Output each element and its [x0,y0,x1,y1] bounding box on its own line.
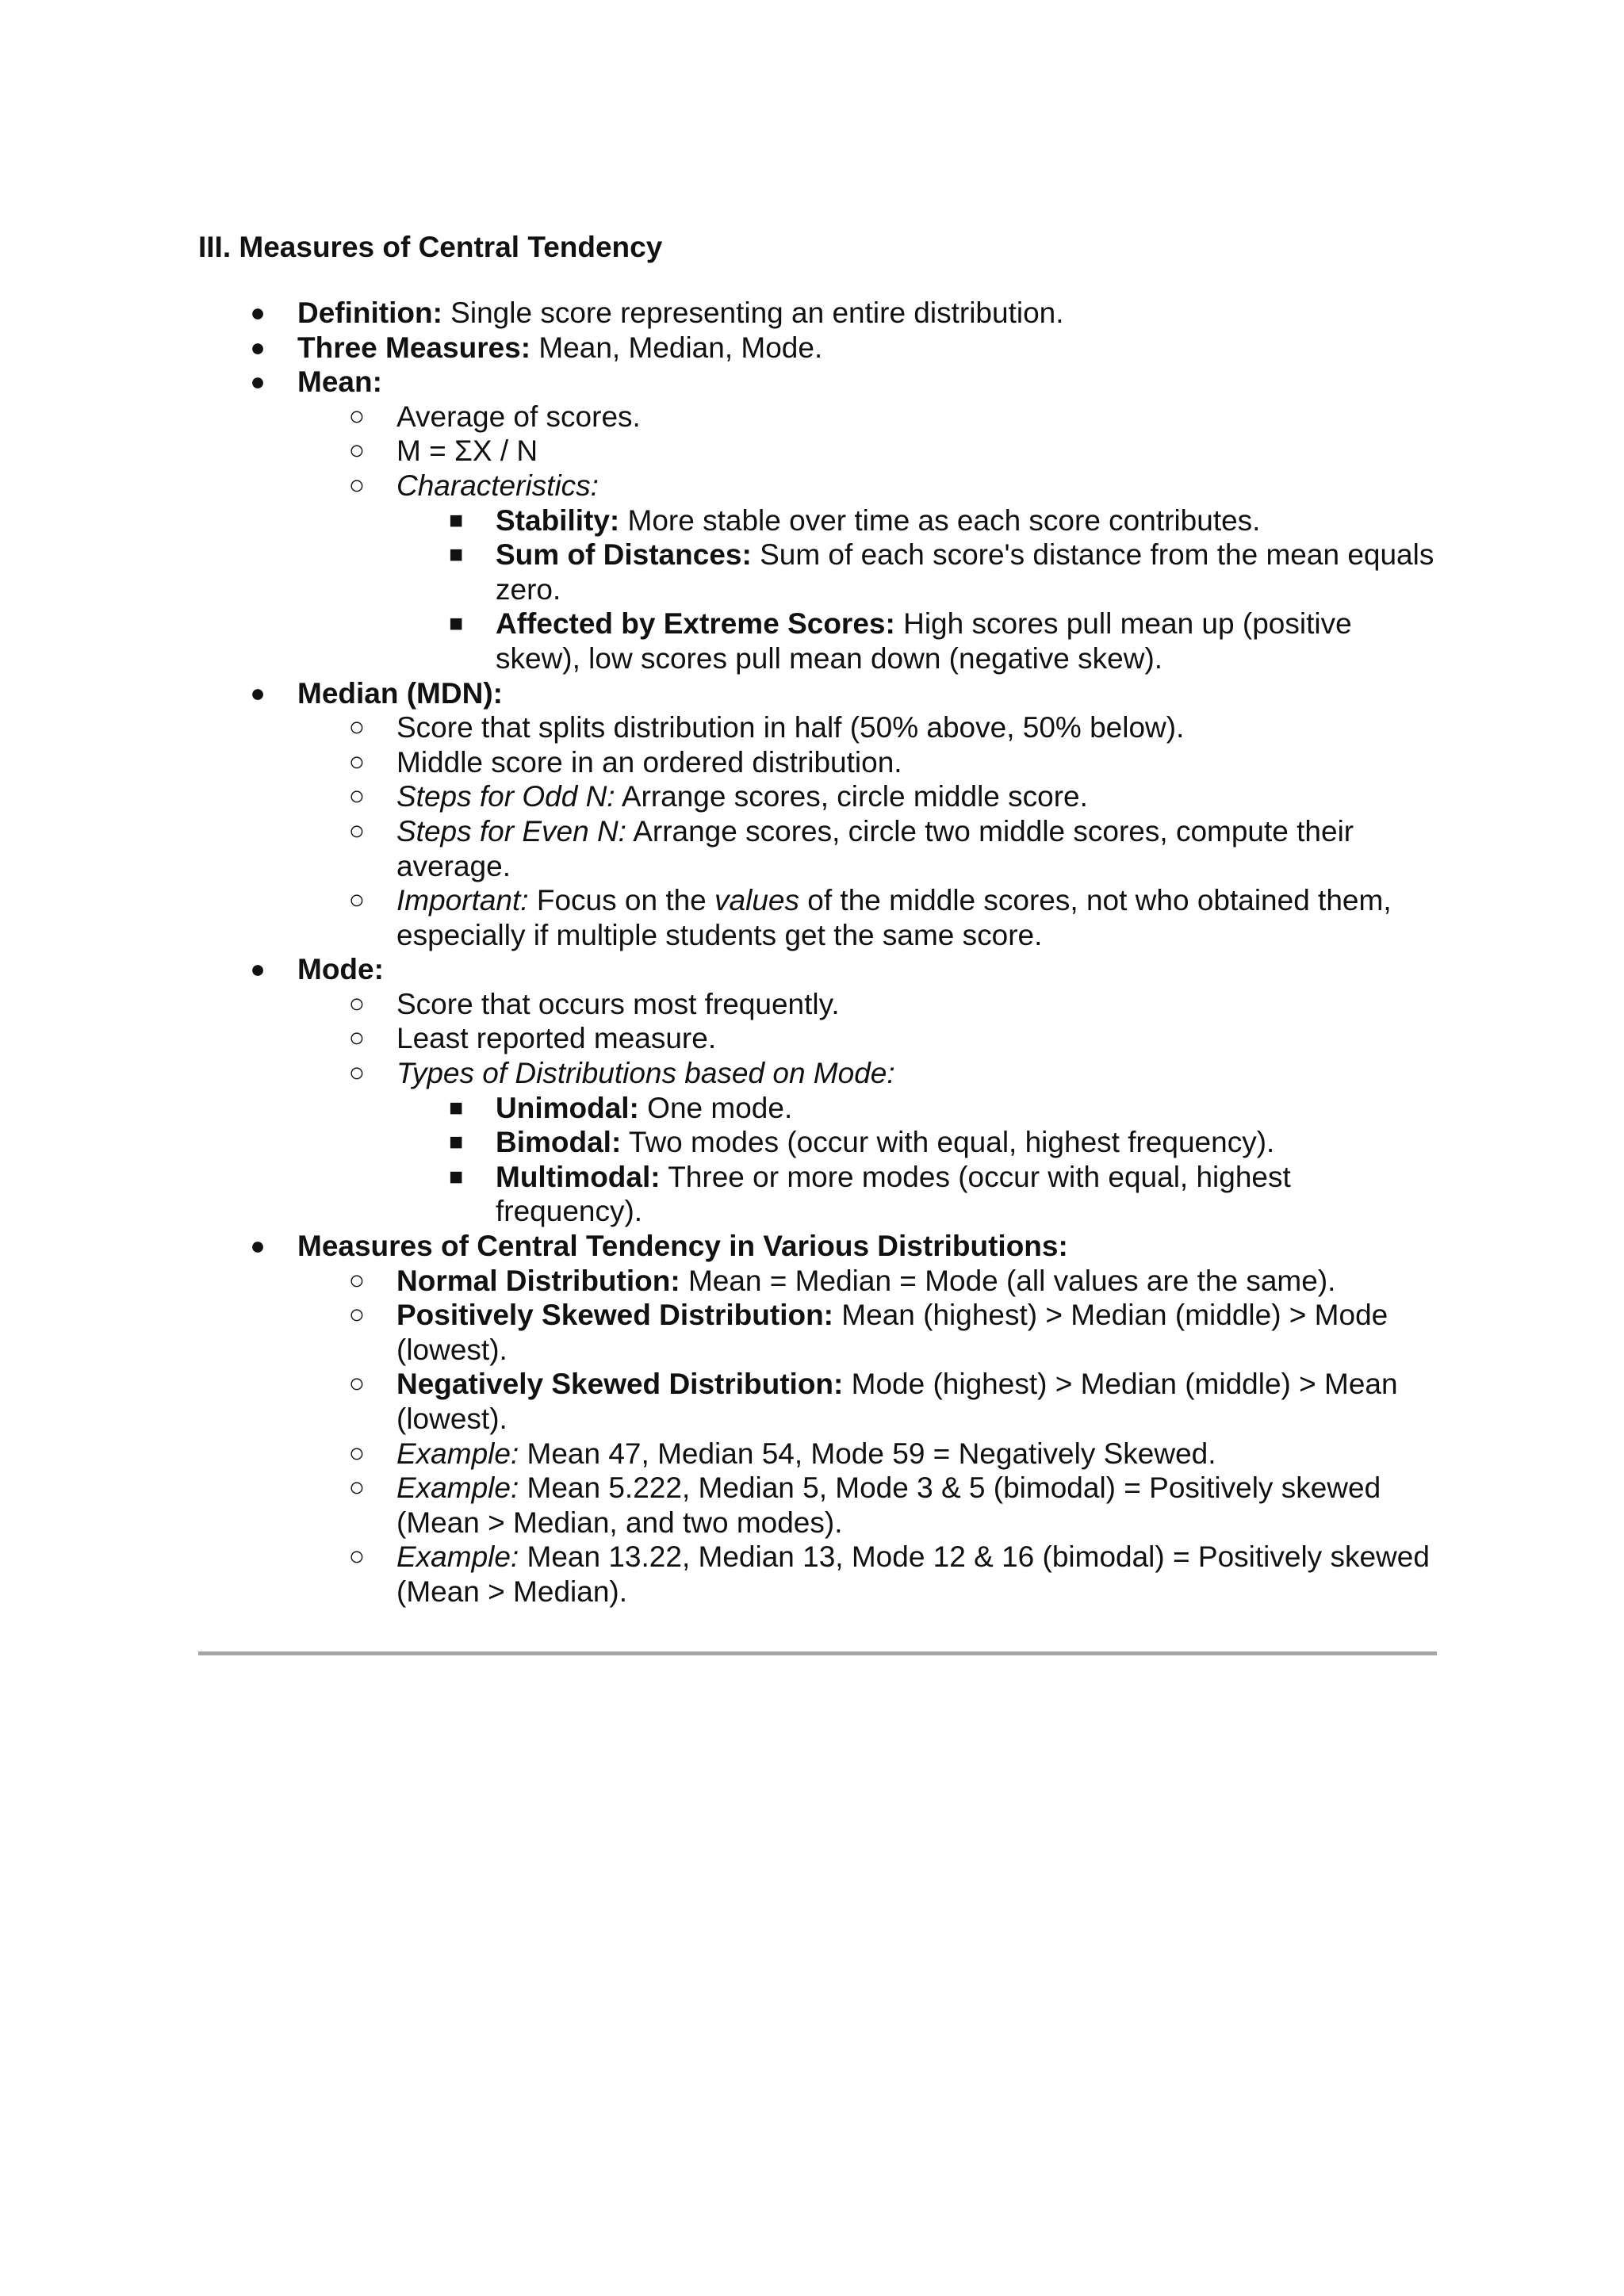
item-italic-label: Example: [396,1437,519,1470]
bullet-marker: ○ [348,1058,366,1089]
horizontal-rule [198,1651,1437,1655]
bullet-marker: ■ [448,1129,464,1156]
list-item-mode-types [198,1056,1443,1091]
list-item-mean-average [198,400,1443,434]
list-item-unimodal [198,1091,1443,1126]
item-text: M = ΣX / N [396,434,538,468]
bullet-marker: ○ [348,1023,366,1054]
item-text: Arrange scores, circle middle score. [615,780,1088,813]
list-item-mean [198,365,1443,400]
bullet-marker: ○ [348,1472,366,1503]
item-text: Mean 5.222, Median 5, Mode 3 & 5 (bimodal) = Positively skewed (Mean > Median, and two modes). [396,1471,1381,1539]
list-item-mean-formula [198,434,1443,469]
item-text: Mode (highest) > Median (middle) > Mean (lowest). [396,1368,1398,1435]
item-text: of the middle scores, not who obtained them, especially if multiple students get the same score. [396,884,1392,951]
item-text: Single score representing an entire distribution. [442,297,1064,329]
item-text: Mean 47, Median 54, Mode 59 = Negatively Skewed. [519,1437,1216,1470]
bullet-marker: ● [250,678,266,707]
outline-list [198,296,1443,1609]
item-text: Sum of each score's distance from the mean equals zero. [496,538,1434,606]
list-item-negatively-skewed [198,1367,1443,1436]
item-label: Multimodal: [496,1160,661,1193]
bullet-marker: ○ [348,1299,366,1330]
item-italic-label: Steps for Even N: [396,814,626,848]
list-item-median [198,676,1443,711]
bullet-marker: ● [250,367,266,396]
list-item-mode [198,952,1443,987]
bullet-marker: ○ [348,746,366,777]
bullet-marker: ○ [348,815,366,846]
item-label: Mode: [297,953,384,986]
bullet-marker: ● [250,332,266,362]
list-item-median-splits [198,710,1443,745]
list-item-mean-characteristics [198,469,1443,503]
bullet-marker: ○ [348,1265,366,1295]
list-item-affected-by-extreme-scores [198,607,1443,675]
item-italic-label: Steps for Odd N: [396,780,615,813]
item-label: Positively Skewed Distribution: [396,1299,834,1332]
item-text: Mean = Median = Mode (all values are the same). [680,1264,1336,1297]
list-item-example-2 [198,1471,1443,1540]
bullet-marker: ○ [348,469,366,500]
item-label: Bimodal: [496,1126,622,1159]
bullet-marker: ○ [348,781,366,812]
list-item-median-odd-n [198,779,1443,814]
bullet-marker: ○ [348,712,366,743]
bullet-marker: ● [250,955,266,984]
item-text: Arrange scores, circle two middle scores, compute their average. [396,814,1354,882]
list-item-median-middle [198,745,1443,780]
item-text: One mode. [638,1091,793,1124]
item-text: Focus on the [528,884,715,917]
item-italic-label: Example: [396,1540,519,1574]
bullet-marker: ○ [348,1437,366,1468]
item-italic-label: Important: [396,884,529,917]
item-text: Mean (highest) > Median (middle) > Mode (lowest). [396,1299,1388,1366]
bullet-marker: ■ [448,1094,464,1121]
item-text: More stable over time as each score contributes. [619,503,1261,537]
list-item-mode-frequent [198,987,1443,1022]
item-label: Affected by Extreme Scores: [496,607,895,641]
item-text: Mean, Median, Mode. [530,331,823,364]
item-text: High scores pull mean up (positive skew), low scores pull mean down (negative skew). [496,607,1352,675]
list-item-median-important [198,883,1443,952]
bullet-marker: ○ [348,988,366,1019]
bullet-marker: ● [250,298,266,327]
list-item-sum-of-distances [198,538,1443,607]
bullet-marker: ○ [348,885,366,916]
list-item-measures-in-distributions [198,1229,1443,1264]
bullet-marker: ○ [348,400,366,431]
item-label: Definition: [297,297,442,329]
bullet-marker: ■ [448,507,464,534]
list-item-mode-least-reported [198,1021,1443,1056]
item-text: Mean 13.22, Median 13, Mode 12 & 16 (bimodal) = Positively skewed (Mean > Median). [396,1540,1430,1608]
item-label: Measures of Central Tendency in Various Distributions: [297,1230,1068,1263]
list-item-positively-skewed [198,1298,1443,1367]
bullet-marker: ○ [348,1368,366,1399]
bullet-marker: ○ [348,1541,366,1572]
list-item-median-even-n [198,814,1443,883]
item-italic-text: values [714,884,799,917]
item-label: Mean: [297,365,382,399]
list-item-example-3 [198,1540,1443,1609]
section-heading: III. Measures of Central Tendency [198,231,663,263]
list-item-example-1 [198,1437,1443,1471]
item-text: Least reported measure. [396,1022,717,1055]
item-italic-label: Types of Distributions based on Mode: [396,1057,895,1090]
bullet-marker: ■ [448,1163,464,1190]
item-label: Sum of Distances: [496,538,752,572]
list-item-normal-distribution [198,1264,1443,1299]
item-text: Score that occurs most frequently. [396,987,840,1020]
item-text: Average of scores. [396,400,641,433]
item-text: Middle score in an ordered distribution. [396,745,902,779]
list-item-multimodal [198,1160,1443,1229]
item-label: Stability: [496,503,620,537]
item-label: Median (MDN): [297,676,503,710]
item-label: Negatively Skewed Distribution: [396,1368,844,1401]
item-italic-label: Characteristics: [396,469,599,502]
item-label: Normal Distribution: [396,1264,680,1297]
item-text: Score that splits distribution in half (50% above, 50% below). [396,711,1185,744]
list-item-definition [198,296,1443,331]
bullet-marker: ■ [448,610,464,637]
bullet-marker: ○ [348,435,366,466]
item-text: Two modes (occur with equal, highest frequency). [621,1126,1275,1159]
item-label: Three Measures: [297,331,531,364]
bullet-marker: ■ [448,541,464,568]
item-label: Unimodal: [496,1091,639,1124]
list-item-stability [198,503,1443,538]
list-item-three-measures [198,331,1443,365]
item-italic-label: Example: [396,1471,519,1505]
list-item-bimodal [198,1125,1443,1160]
bullet-marker: ● [250,1231,266,1261]
item-text: Three or more modes (occur with equal, highest frequency). [496,1160,1291,1228]
